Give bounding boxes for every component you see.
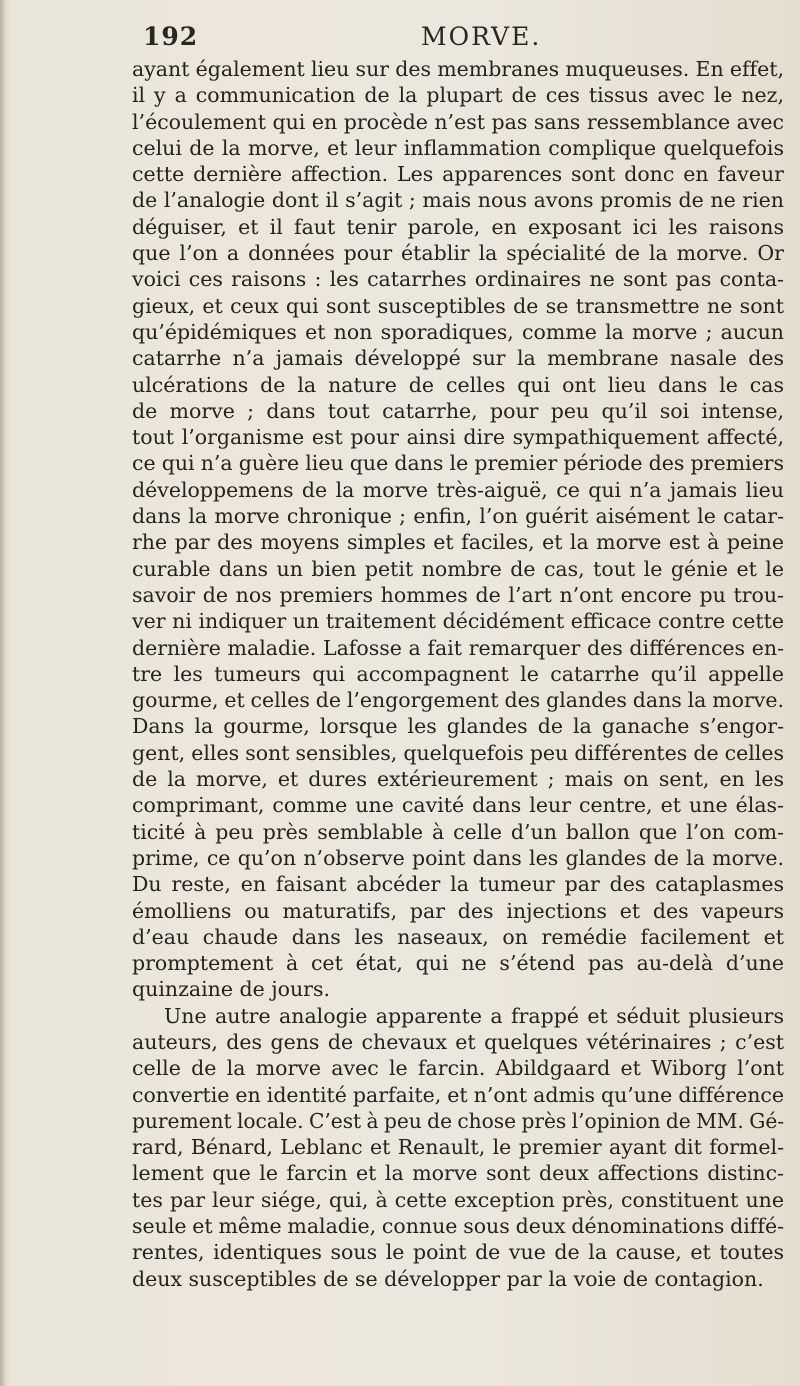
text-line: dernière maladie. Lafosse a fait remarquer des différences en- (132, 635, 784, 660)
text-line: l’écoulement qui en procède n’est pas sans ressemblance avec (132, 109, 785, 134)
text-line: purement locale. C’est à peu de chose près l’opinion de MM. Gé- (132, 1108, 785, 1133)
text-line: de morve ; dans tout catarrhe, pour peu qu’il soi intense, (132, 398, 784, 423)
page-edge-shadow (0, 0, 6, 1386)
text-line: deux susceptibles de se développer par la voie de contagion. (132, 1266, 764, 1291)
text-line: voici ces raisons : les catarrhes ordinaires ne sont pas conta- (132, 267, 784, 292)
text-line: prime, ce qu’on n’observe point dans les glandes de la morve. (132, 845, 784, 870)
text-line: rentes, identiques sous le point de vue de la cause, et toutes (132, 1240, 784, 1265)
text-line: comprimant, comme une cavité dans leur centre, et une élas- (132, 793, 784, 818)
text-line: celui de la morve, et leur inflammation complique quelquefois (132, 135, 784, 160)
text-line: cette dernière affection. Les apparences sont donc en faveur (132, 162, 784, 187)
text-line: ticité à peu près semblable à celle d’un ballon que l’on com- (132, 819, 784, 844)
text-line: celle de la morve avec le farcin. Abildgaard et Wiborg l’ont (132, 1056, 784, 1081)
body-text (132, 56, 784, 1292)
text-line: de la morve, et dures extérieurement ; mais on sent, en les (132, 767, 784, 792)
text-line: catarrhe n’a jamais développé sur la membrane nasale des (132, 346, 784, 371)
text-line: ulcérations de la nature de celles qui ont lieu dans le cas (132, 372, 784, 397)
text-line: lement que le farcin et la morve sont deux affections distinc- (132, 1161, 784, 1186)
text-line: quinzaine de jours. (132, 977, 331, 1002)
text-line: Dans la gourme, lorsque les glandes de la ganache s’engor- (132, 714, 784, 739)
text-line: ce qui n’a guère lieu que dans le premier période des premiers (132, 451, 784, 476)
text-line: convertie en identité parfaite, et n’ont admis qu’une différence (132, 1082, 784, 1107)
text-line: ayant également lieu sur des membranes muqueuses. En effet, (132, 57, 784, 81)
text-line: dans la morve chronique ; enfin, l’on guérit aisément le catar- (132, 504, 784, 529)
text-line: seule et même maladie, connue sous deux dénominations diffé- (132, 1214, 784, 1239)
running-title: MORVE. (421, 22, 542, 51)
text-line: auteurs, des gens de chevaux et quelques vétérinaires ; c’est (132, 1029, 784, 1054)
text-line: développemens de la morve très-aiguë, ce qui n’a jamais lieu (132, 477, 784, 502)
text-line: d’eau chaude dans les naseaux, on remédie facilement et (132, 924, 784, 949)
text-line: tre les tumeurs qui accompagnent le catarrhe qu’il appelle (132, 661, 784, 686)
text-line: Une autre analogie apparente a frappé et séduit plusieurs (164, 1003, 784, 1028)
page-number: 192 (143, 22, 199, 51)
text-line: qu’épidémiques et non sporadiques, comme la morve ; aucun (132, 319, 784, 344)
text-line: promptement à cet état, qui ne s’étend pas au-delà d’une (132, 951, 784, 976)
text-line: gieux, et ceux qui sont susceptibles de se transmettre ne sont (132, 293, 784, 318)
text-line: savoir de nos premiers hommes de l’art n’ont encore pu trou- (132, 582, 784, 607)
text-line: tout l’organisme est pour ainsi dire sympathiquement affecté, (132, 425, 784, 450)
text-line: déguiser, et il faut tenir parole, en exposant ici les raisons (132, 214, 784, 239)
paragraph (132, 1003, 784, 1292)
text-line: curable dans un bien petit nombre de cas, tout le génie et le (132, 556, 784, 581)
text-line: Du reste, en faisant abcéder la tumeur par des cataplasmes (132, 872, 784, 897)
text-line: rard, Bénard, Leblanc et Renault, le premier ayant dit formel- (132, 1135, 784, 1160)
text-line: il y a communication de la plupart de ces tissus avec le nez, (132, 83, 784, 108)
text-line: tes par leur siége, qui, à cette exception près, constituent une (132, 1187, 784, 1212)
page-header (143, 22, 783, 58)
text-line: gourme, et celles de l’engorgement des glandes dans la morve. (132, 688, 784, 713)
paragraph (132, 56, 784, 1003)
text-line: ver ni indiquer un traitement décidément efficace contre cette (132, 609, 784, 634)
text-line: rhe par des moyens simples et faciles, et la morve est à peine (132, 530, 784, 555)
text-line: que l’on a données pour établir la spécialité de la morve. Or (132, 241, 784, 266)
text-line: de l’analogie dont il s’agit ; mais nous avons promis de ne rien (132, 188, 784, 213)
text-line: émolliens ou maturatifs, par des injections et des vapeurs (132, 898, 784, 923)
text-line: gent, elles sont sensibles, quelquefois peu différentes de celles (132, 740, 784, 765)
